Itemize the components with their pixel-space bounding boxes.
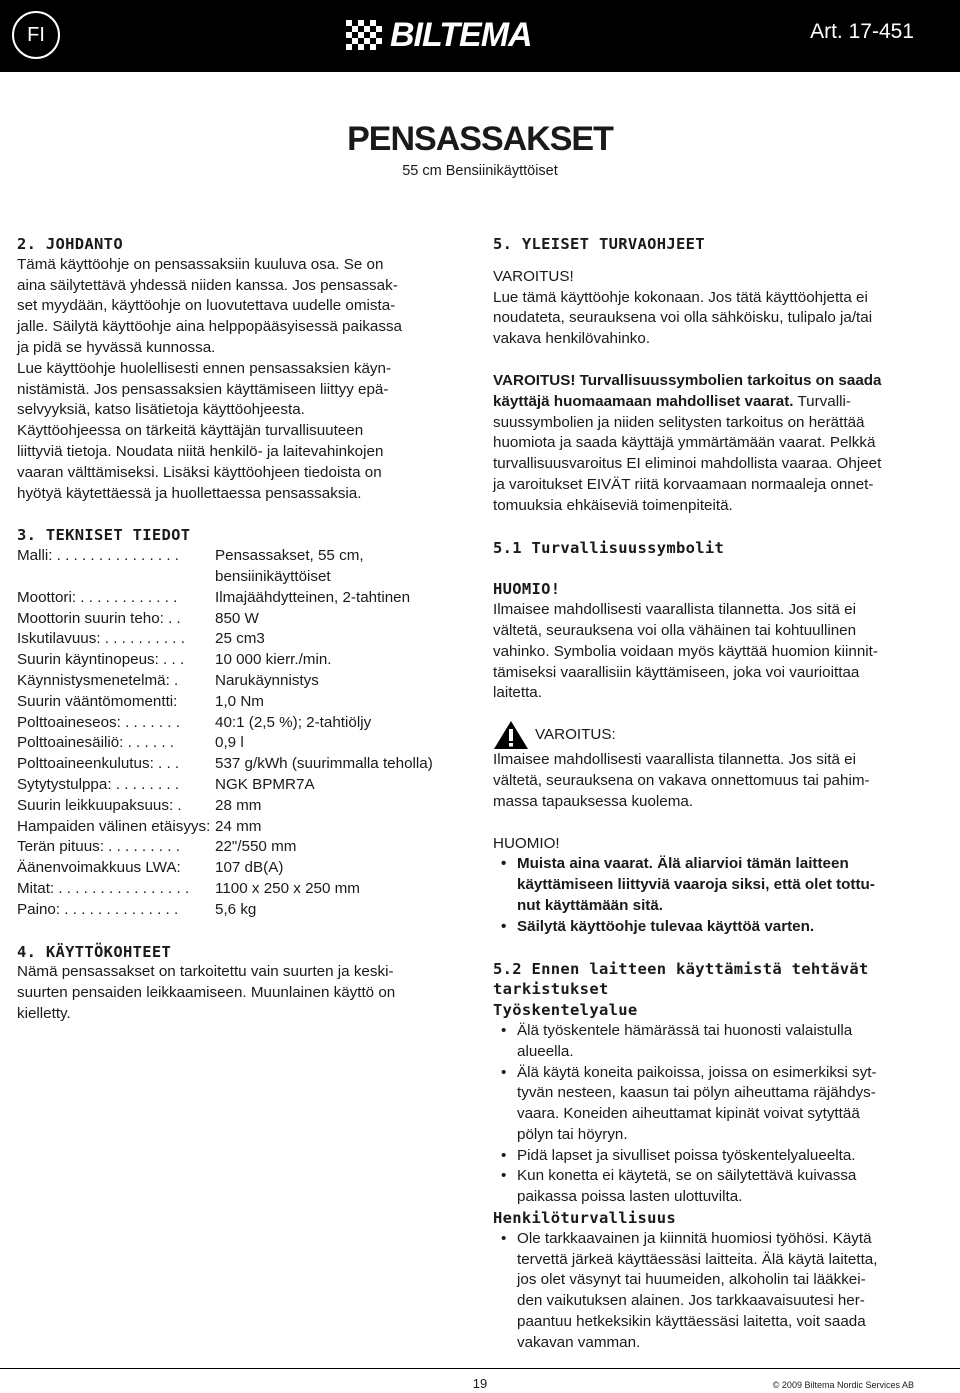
huomio-title: HUOMIO!	[493, 834, 560, 852]
spec-row: Sytytystulppa: . . . . . . . . NGK BPMR7A	[17, 775, 315, 793]
text-line: Käyttöohjeessa on tärkeitä käyttäjän turvallisuuteen	[17, 422, 364, 440]
sub-heading: Henkilöturvallisuus	[493, 1209, 677, 1228]
text-line: huomiota ja saada käyttäjä ymmärtämään vaarat. Pelkkä	[493, 434, 876, 452]
text-line: ja pidä se hyvässä kunnossa.	[17, 338, 216, 356]
page-title: PENSASSAKSET	[347, 120, 613, 158]
varoitus-row: VAROITUS:	[493, 720, 948, 750]
spec-row: Moottori: . . . . . . . . . . . . Ilmajäähdytteinen, 2-tahtinen	[17, 588, 411, 606]
text-line: Ilmaisee mahdollisesti vaarallista tilannetta. Jos sitä ei	[493, 601, 856, 619]
list-item: • Muista aina vaarat. Älä aliarvioi tämän laitteen käyttämiseen liittyviä vaaroja siksi, että olet tottu- nut käyttämään sitä.	[493, 854, 948, 916]
text-line: Nämä pensassakset on tarkoitettu vain suurten ja keski-	[17, 963, 394, 981]
list-item: • Pidä lapset ja sivulliset poissa työskentelyalueelta.	[493, 1146, 948, 1167]
spec-row: Suurin leikkuupaksuus: . 28 mm	[17, 796, 262, 814]
subsection-heading: 5.1 Turvallisuussymbolit	[493, 538, 725, 557]
text-line: noudateta, seurauksena voi olla sähköisku, tulipalo ja/tai	[493, 309, 873, 327]
huomio-list	[493, 854, 948, 937]
spec-row: Äänenvoimakkuus LWA: 107 dB(A)	[17, 859, 284, 877]
text-line: selvyyksiä, katso lisätietoja käyttöohjeesta.	[17, 401, 305, 419]
warning-triangle-icon	[493, 720, 529, 750]
text-line: nistämistä. Jos pensassaksien käyttämiseen liittyy epä-	[17, 380, 389, 398]
text-line: tomuuksia ehkäiseviä toimenpiteitä.	[493, 496, 733, 514]
spec-row: Hampaiden välinen etäisyys: 24 mm	[17, 817, 262, 835]
left-column	[17, 234, 472, 1025]
work-area-list	[493, 1021, 948, 1208]
page-number: 19	[472, 1376, 488, 1391]
brand-name: BILTEMA	[390, 16, 532, 54]
text-line: Lue tämä käyttöohje kokonaan. Jos tätä käyttöohjetta ei	[493, 288, 868, 306]
huomio-title: HUOMIO!	[493, 580, 561, 599]
spec-row: Malli: . . . . . . . . . . . . . . . Pensassakset, 55 cm,	[17, 547, 364, 565]
spec-row: Polttoaineenkulutus: . . . 537 g/kWh (suurimmalla teholla)	[17, 755, 433, 773]
spec-row: Polttoaineseos: . . . . . . . 40:1 (2,5 %); 2-tahtiöljy	[17, 713, 372, 731]
text-line: jalle. Säilytä käyttöohje aina helppopääsyisessä paikassa	[17, 318, 402, 336]
right-column	[493, 234, 948, 1354]
subsection-heading: 5.2 Ennen laitteen käyttämistä tehtävät	[493, 959, 869, 978]
biltema-logo	[346, 18, 532, 52]
spec-row: bensiinikäyttöiset	[215, 567, 331, 585]
list-item: • Ole tarkkaavainen ja kiinnitä huomiosi työhösi. Käytä tervettä järkeä käyttäessäsi laitteita. Älä käytä laitetta, jos olet väsynyt tai huumeiden, alkoholin tai lääkkei- den vaikutuksen alainen. Jos tarkkaavaisuutesi her- paantuu hetkeksikin käyttäessäsi laitetta, voit saada vakavan vamman.	[493, 1229, 948, 1354]
section-heading: 5. YLEISET TURVAOHJEET	[493, 235, 705, 253]
spec-row: Suurin vääntömomentti: 1,0 Nm	[17, 692, 264, 710]
spec-row: Polttoainesäiliö: . . . . . . 0,9 l	[17, 734, 244, 752]
list-item: • Kun konetta ei käytetä, se on säilytettävä kuivassa paikassa poissa lasten ulottuvilta.	[493, 1166, 948, 1208]
list-item: • Älä työskentele hämärässä tai huonosti valaistulla alueella.	[493, 1021, 948, 1063]
spec-row: Iskutilavuus: . . . . . . . . . . 25 cm3	[17, 630, 265, 648]
text-line: suurten pensaiden leikkaamiseen. Muunlainen käyttö on	[17, 984, 396, 1002]
checkered-flag-icon	[346, 20, 382, 50]
text-line: vältetä, seurauksena on vakava onnettomuus tai pahim-	[493, 771, 870, 789]
text-line: ja varoitukset EIVÄT riitä korvaamaan normaaleja onnet-	[493, 475, 874, 493]
text-line: Ilmaisee mahdollisesti vaarallista tilannetta. Jos sitä ei	[493, 751, 856, 769]
footer-divider	[0, 1368, 960, 1369]
section-heading: 3. TEKNISET TIEDOT	[17, 526, 191, 545]
language-badge: FI	[12, 11, 60, 59]
header-bar	[0, 0, 960, 72]
list-item: • Säilytä käyttöohje tulevaa käyttöä varten.	[493, 917, 948, 938]
warning-title: VAROITUS!	[493, 267, 574, 285]
text-line: tämiseksi vaarallisiin käyttämiseen, joka voi vaurioittaa	[493, 663, 860, 681]
article-number: Art. 17-451	[810, 20, 914, 43]
personal-safety-list	[493, 1229, 948, 1354]
text-line: suussymbolien ja niiden selitysten tarkoitus on herättää	[493, 413, 865, 431]
spec-row: Moottorin suurin teho: . . 850 W	[17, 609, 259, 627]
text-line: vakava henkilövahinko.	[493, 330, 651, 348]
text-line: kielletty.	[17, 1004, 71, 1022]
section-heading: 4. KÄYTTÖKOHTEET	[17, 942, 172, 961]
text-line: aina säilytettävä yhdessä niiden kanssa. Jos pensassak-	[17, 276, 398, 294]
copyright: © 2009 Biltema Nordic Services AB	[772, 1380, 914, 1390]
spec-table	[17, 546, 472, 920]
text-line: Lue käyttöohje huolellisesti ennen pensassaksien käyn-	[17, 359, 392, 377]
intro-text	[17, 255, 472, 505]
spec-row: Mitat: . . . . . . . . . . . . . . . . 1100 x 250 x 250 mm	[17, 879, 360, 897]
sub-heading: Työskentelyalue	[493, 1001, 638, 1020]
list-item: • Älä käytä koneita paikoissa, joissa on esimerkiksi syt- tyvän nesteen, kaasun tai pölyn aiheuttama räjähdys- vaara. Koneiden aiheuttamat kipinät voivat sytyttää pölyn tai höyryn.	[493, 1063, 948, 1146]
text-line: set myydään, käyttöohje on luovutettava uudelle omista-	[17, 297, 396, 315]
text-line: laitetta.	[493, 684, 542, 702]
text-line: vältetä, seurauksena voi olla vähäinen tai kohtuullinen	[493, 621, 857, 639]
spec-row: Terän pituus: . . . . . . . . . 22"/550 mm	[17, 838, 297, 856]
text-line: liittyviä tietoja. Noudata niitä henkilö- ja laitevahinkojen	[17, 442, 384, 460]
text-line: vahinko. Symbolia voidaan myös käyttää huomion kiinnit-	[493, 642, 878, 660]
text-line: Turvalli-	[793, 392, 851, 410]
text-line: hyötyä käytettäessä ja huollettaessa pensassaksia.	[17, 484, 362, 502]
subsection-heading: tarkistukset	[493, 980, 609, 999]
text-line: vaaran välttämiseksi. Lisäksi käyttöohjeen tiedoista on	[17, 463, 382, 481]
warning-bold-line: käyttäjä huomaamaan mahdolliset vaarat.	[493, 392, 794, 410]
text-line: Tämä käyttöohje on pensassaksiin kuuluva osa. Se on	[17, 255, 384, 273]
warning-bold-line: VAROITUS! Turvallisuussymbolien tarkoitus on saada	[493, 371, 882, 389]
text-line: turvallisuusvaroitus EI eliminoi mahdollista vaaraa. Ohjeet	[493, 455, 882, 473]
spec-row: Käynnistysmenetelmä: . Narukäynnistys	[17, 671, 319, 689]
text-line: massa tapauksessa kuolema.	[493, 792, 694, 810]
section-heading: 2. JOHDANTO	[17, 235, 123, 253]
varoitus-label: VAROITUS	[535, 725, 612, 743]
page-subtitle: 55 cm Bensiinikäyttöiset	[402, 163, 558, 179]
spec-row: Suurin käyntinopeus: . . . 10 000 kierr./min.	[17, 651, 332, 669]
usage-text	[17, 962, 472, 1024]
spec-row: Paino: . . . . . . . . . . . . . . 5,6 kg	[17, 900, 257, 918]
